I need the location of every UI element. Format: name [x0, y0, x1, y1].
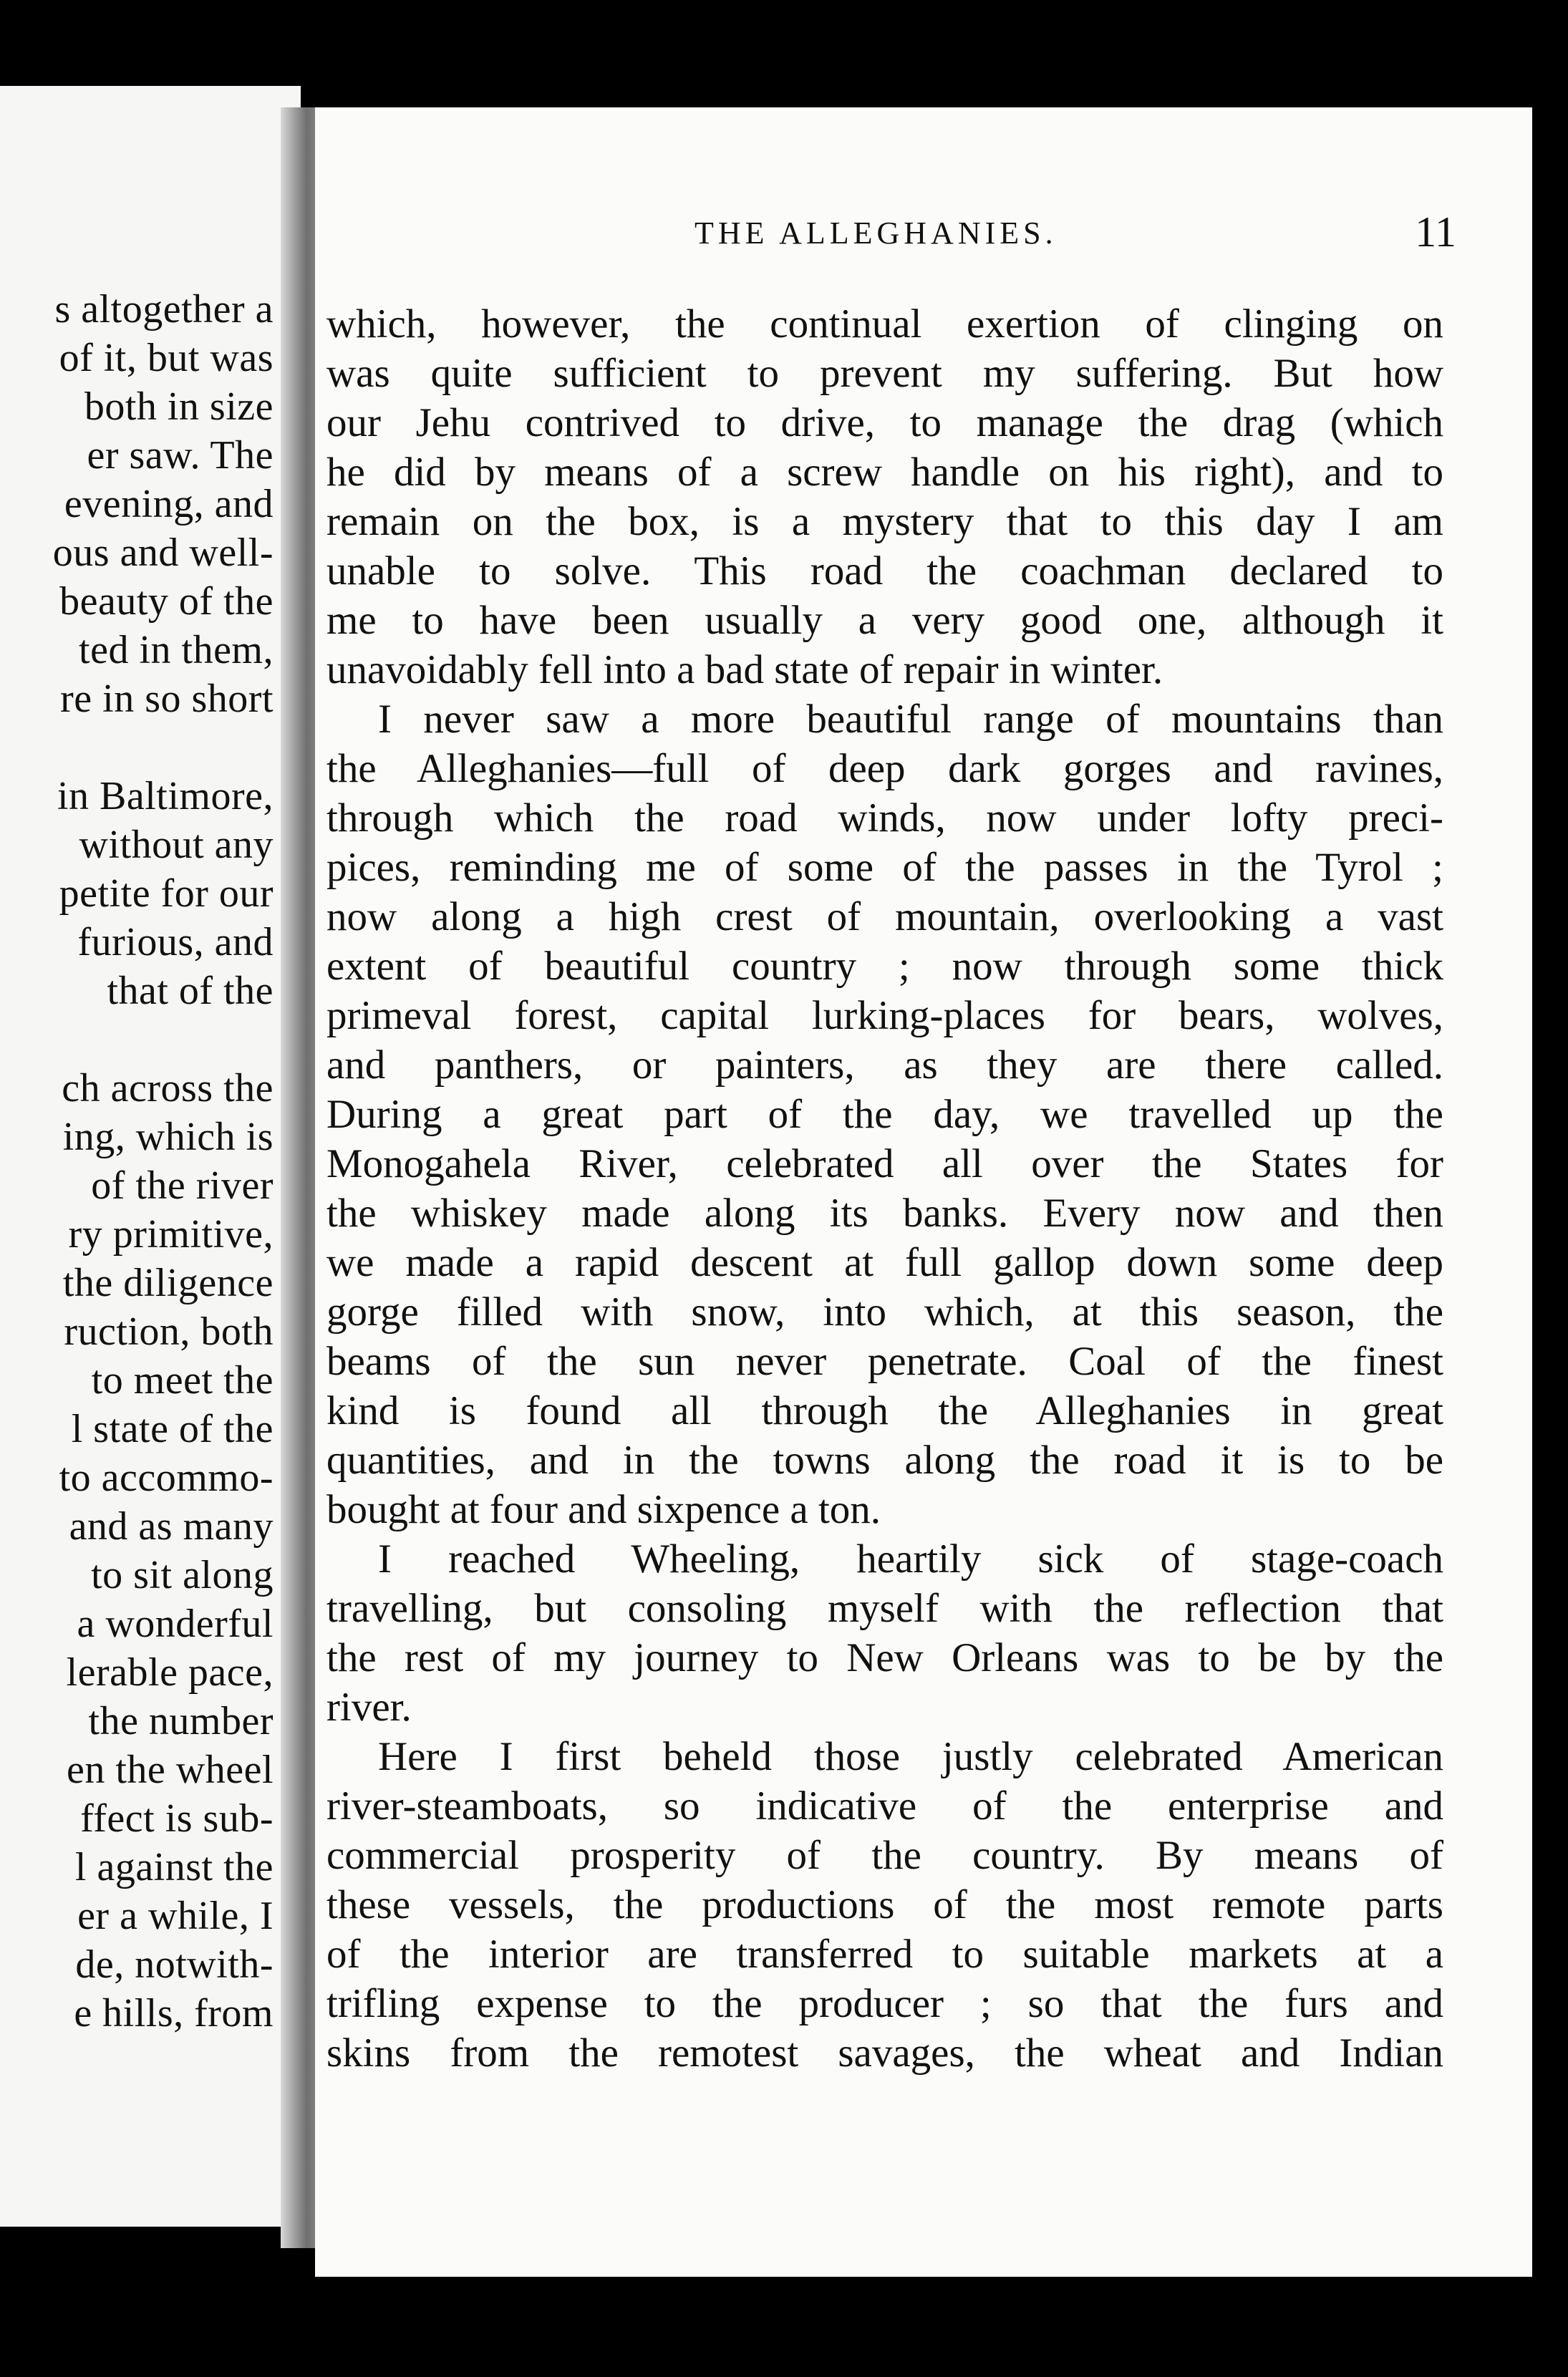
- text-line: the Alleghanies—full of deep dark gorges and ravines,: [326, 746, 1443, 791]
- text-line: pices, reminding me of some of the passes in the Tyrol ;: [326, 845, 1443, 890]
- left-line: ing, which is: [62, 1115, 274, 1159]
- text-line: we made a rapid descent at full gallop down some deep: [326, 1240, 1443, 1285]
- running-title: THE ALLEGHANIES.: [695, 216, 1058, 251]
- text-line: unavoidably fell into a bad state of repair in winter.: [326, 647, 1163, 692]
- right-page: [315, 107, 1532, 2277]
- left-line: both in size: [84, 384, 274, 429]
- text-line: gorge filled with snow, into which, at this season, the: [326, 1289, 1443, 1335]
- left-line: ch across the: [62, 1066, 274, 1110]
- left-line: to sit along: [91, 1553, 274, 1597]
- text-line: was quite sufficient to prevent my suffering. But how: [326, 351, 1443, 396]
- text-line: the whiskey made along its banks. Every now and then: [326, 1191, 1443, 1236]
- left-line: in Baltimore,: [57, 774, 274, 818]
- text-line: I reached Wheeling, heartily sick of stage-coach: [378, 1536, 1443, 1582]
- left-line: ry primitive,: [68, 1212, 274, 1257]
- text-line: commercial prosperity of the country. By means of: [326, 1833, 1443, 1878]
- left-line: en the wheel: [67, 1748, 274, 1792]
- left-line: l against the: [74, 1845, 274, 1889]
- left-line: ous and well-: [52, 531, 274, 575]
- left-line: petite for our: [59, 871, 274, 916]
- text-line: quantities, and in the towns along the road it is to be: [326, 1438, 1443, 1483]
- left-line: er a while, I: [77, 1894, 274, 1938]
- text-line: bought at four and sixpence a ton.: [326, 1487, 881, 1532]
- text-line: Here I first beheld those justly celebrated American: [378, 1734, 1443, 1779]
- left-line: without any: [79, 823, 274, 867]
- text-line: During a great part of the day, we travelled up the: [326, 1092, 1443, 1137]
- page-number: 11: [1415, 208, 1456, 256]
- text-line: unable to solve. This road the coachman declared to: [326, 548, 1443, 594]
- left-line: furious, and: [77, 920, 274, 964]
- text-line: our Jehu contrived to drive, to manage the drag (which: [326, 400, 1443, 445]
- left-line: lerable pace,: [66, 1650, 274, 1695]
- left-line: de, notwith-: [75, 1942, 274, 1987]
- text-line: remain on the box, is a mystery that to this day I am: [326, 499, 1443, 544]
- text-line: now along a high crest of mountain, overlooking a vast: [326, 894, 1443, 939]
- left-line: of it, but was: [59, 336, 274, 380]
- text-line: these vessels, the productions of the most remote parts: [326, 1882, 1443, 1927]
- text-line: Monogahela River, celebrated all over the States for: [326, 1141, 1443, 1186]
- left-line: e hills, from: [74, 1991, 274, 2035]
- text-line: travelling, but consoling myself with the reflection that: [326, 1586, 1443, 1631]
- text-line: I never saw a more beautiful range of mountains than: [378, 697, 1443, 742]
- left-line: evening, and: [64, 482, 274, 526]
- left-page: [0, 86, 301, 2227]
- left-line: the diligence: [62, 1261, 274, 1305]
- left-line: a wonderful: [77, 1602, 274, 1646]
- text-line: of the interior are transferred to suitable markets at a: [326, 1932, 1443, 1977]
- left-line: beauty of the: [59, 579, 274, 624]
- text-line: primeval forest, capital lurking-places for bears, wolves,: [326, 993, 1443, 1038]
- left-line: to meet the: [91, 1358, 274, 1403]
- left-line: er saw. The: [87, 433, 274, 478]
- text-line: he did by means of a screw handle on his right), and to: [326, 450, 1443, 495]
- text-line: me to have been usually a very good one, although it: [326, 598, 1443, 643]
- text-line: skins from the remotest savages, the wheat and Indian: [326, 2030, 1443, 2076]
- left-line: ted in them,: [79, 628, 274, 672]
- left-line: ffect is sub-: [80, 1796, 274, 1841]
- left-line: to accommo-: [59, 1456, 274, 1500]
- text-line: which, however, the continual exertion of clinging on: [326, 301, 1443, 347]
- text-line: river.: [326, 1685, 412, 1730]
- text-line: kind is found all through the Alleghanies in great: [326, 1388, 1443, 1433]
- left-line: l state of the: [71, 1407, 274, 1451]
- text-line: river-steamboats, so indicative of the enterprise and: [326, 1783, 1443, 1829]
- text-line: and panthers, or painters, as they are there called.: [326, 1042, 1443, 1088]
- left-line: of the river: [91, 1163, 274, 1208]
- left-line: re in so short: [60, 677, 274, 721]
- left-line: ruction, both: [64, 1309, 274, 1354]
- text-line: beams of the sun never penetrate. Coal of the finest: [326, 1339, 1443, 1384]
- left-line: s altogether a: [54, 287, 274, 331]
- text-line: trifling expense to the producer ; so that the furs and: [326, 1981, 1443, 2026]
- text-line: extent of beautiful country ; now through some thick: [326, 944, 1443, 989]
- left-line: that of the: [107, 969, 274, 1013]
- text-line: the rest of my journey to New Orleans was to be by the: [326, 1635, 1443, 1680]
- left-line: the number: [88, 1699, 274, 1743]
- left-line: and as many: [69, 1504, 274, 1549]
- text-line: through which the road winds, now under lofty preci-: [326, 795, 1443, 841]
